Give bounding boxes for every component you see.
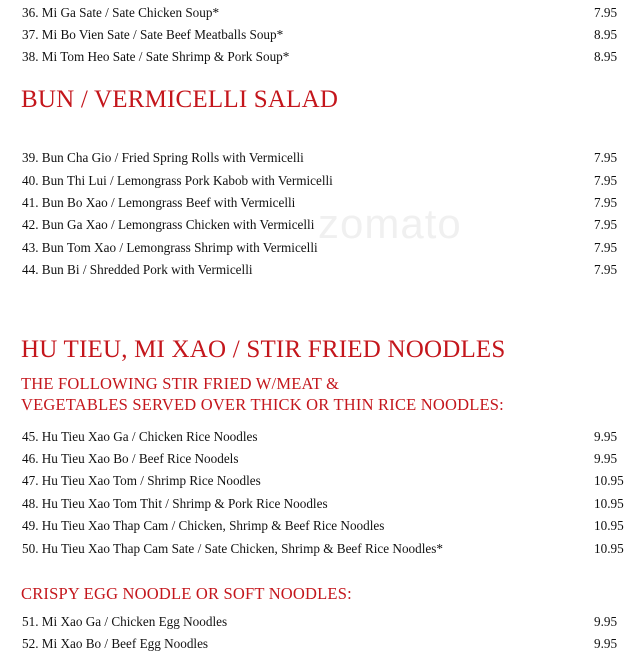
section-heading-crispy-noodles: CRISPY EGG NOODLE OR SOFT NOODLES: [21, 584, 352, 603]
menu-item-price: 7.95 [594, 195, 618, 210]
menu-item-price: 10.95 [594, 541, 624, 556]
menu-item-name: 39. Bun Cha Gio / Fried Spring Rolls with Vermicelli [22, 150, 304, 165]
menu-item-name: 37. Mi Bo Vien Sate / Sate Beef Meatballs Soup* [22, 27, 284, 42]
menu-item [22, 494, 624, 514]
menu-item-name: 36. Mi Ga Sate / Sate Chicken Soup* [22, 5, 220, 20]
menu-item [22, 238, 620, 258]
menu-item [22, 171, 620, 191]
menu-item-price: 9.95 [594, 614, 618, 629]
menu-item-name: 43. Bun Tom Xao / Lemongrass Shrimp with Vermicelli [22, 240, 318, 255]
menu-item [22, 3, 620, 23]
menu-item-name: 51. Mi Xao Ga / Chicken Egg Noodles [22, 614, 228, 629]
section-heading-bun: BUN / VERMICELLI SALAD [21, 86, 339, 113]
section-subheading-line2: VEGETABLES SERVED OVER THICK OR THIN RICE NOODLES: [21, 395, 504, 414]
zomato-watermark: zomato [318, 200, 462, 247]
menu-item-price: 7.95 [594, 262, 618, 277]
menu-item-price: 7.95 [594, 217, 618, 232]
menu-item [22, 634, 620, 654]
menu-item [22, 260, 620, 280]
menu-item-name: 50. Hu Tieu Xao Thap Cam Sate / Sate Chicken, Shrimp & Beef Rice Noodles* [22, 541, 443, 556]
menu-item-name: 42. Bun Ga Xao / Lemongrass Chicken with Vermicelli [22, 217, 315, 232]
menu-item-price: 7.95 [594, 173, 618, 188]
menu-item [22, 471, 624, 491]
menu-item-price: 7.95 [594, 150, 618, 165]
menu-item-price: 9.95 [594, 451, 618, 466]
menu-item [22, 47, 620, 67]
menu-item-name: 44. Bun Bi / Shredded Pork with Vermicelli [22, 262, 253, 277]
menu-item-price: 10.95 [594, 496, 624, 511]
menu-item [22, 612, 620, 632]
menu-item-name: 47. Hu Tieu Xao Tom / Shrimp Rice Noodles [22, 473, 261, 488]
menu-item [22, 25, 620, 45]
menu-item-price: 10.95 [594, 473, 624, 488]
menu-item-name: 40. Bun Thi Lui / Lemongrass Pork Kabob with Vermicelli [22, 173, 333, 188]
menu-item [22, 148, 620, 168]
menu-item-name: 48. Hu Tieu Xao Tom Thit / Shrimp & Pork Rice Noodles [22, 496, 328, 511]
menu-item [22, 516, 624, 536]
menu-item-price: 8.95 [594, 49, 618, 64]
section-heading-hu-tieu: HU TIEU, MI XAO / STIR FRIED NOODLES [21, 336, 506, 363]
menu-item-name: 38. Mi Tom Heo Sate / Sate Shrimp & Pork Soup* [22, 49, 290, 64]
menu-item [22, 449, 620, 469]
menu-item [22, 193, 620, 213]
menu-item-name: 41. Bun Bo Xao / Lemongrass Beef with Vermicelli [22, 195, 296, 210]
menu-item [22, 427, 620, 447]
menu-item-price: 7.95 [594, 5, 618, 20]
menu-item-name: 46. Hu Tieu Xao Bo / Beef Rice Noodels [22, 451, 239, 466]
menu-item-price: 7.95 [594, 240, 618, 255]
menu-item-name: 45. Hu Tieu Xao Ga / Chicken Rice Noodles [22, 429, 258, 444]
menu-item-price: 9.95 [594, 636, 618, 651]
menu-item [22, 215, 620, 235]
menu-item-name: 52. Mi Xao Bo / Beef Egg Noodles [22, 636, 209, 651]
menu-item-price: 9.95 [594, 429, 618, 444]
menu-item [22, 539, 624, 559]
section-subheading-line1: THE FOLLOWING STIR FRIED W/MEAT & [21, 374, 340, 393]
menu-item-price: 10.95 [594, 518, 624, 533]
menu-item-name: 49. Hu Tieu Xao Thap Cam / Chicken, Shrimp & Beef Rice Noodles [22, 518, 385, 533]
menu-item-price: 8.95 [594, 27, 618, 42]
